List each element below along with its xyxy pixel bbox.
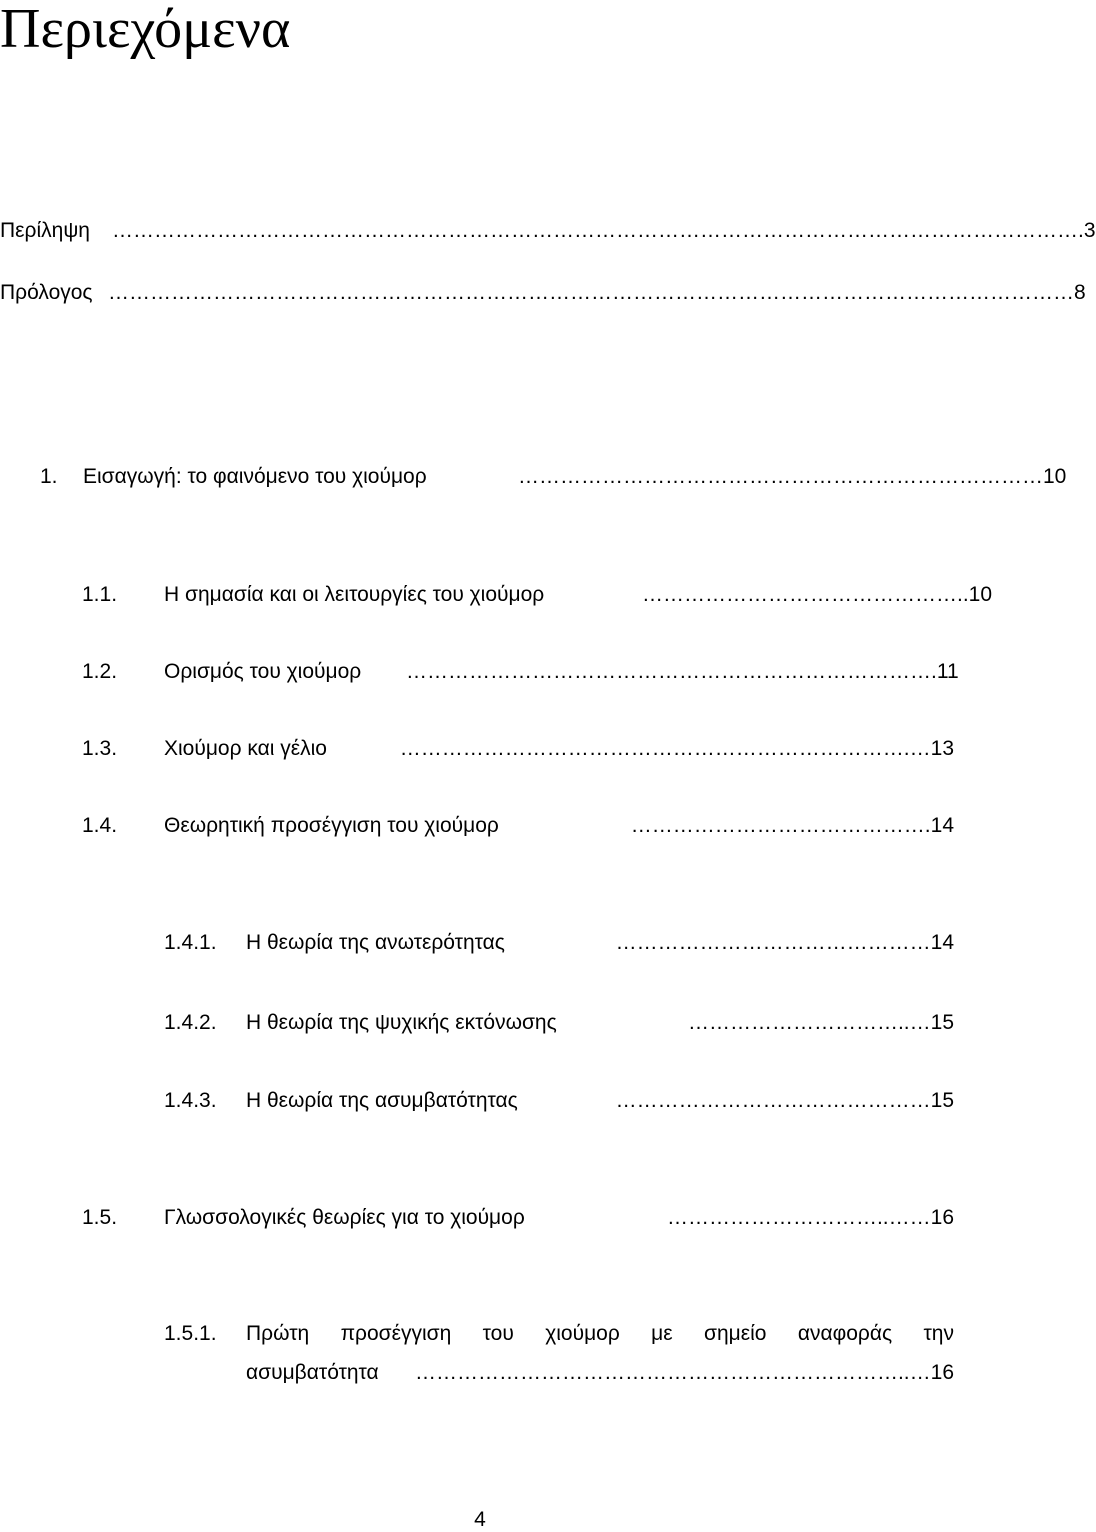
toc-entry-text: Η θεωρία της ασυμβατότητας: [246, 1089, 518, 1112]
toc-entry-text: Πρώτη προσέγγιση του χιούμορ με σημείο αναφοράς την: [246, 1322, 954, 1345]
toc-entry-page: 13: [930, 737, 954, 760]
toc-entry-leader: ………………………………………………………………….11: [406, 660, 959, 683]
toc-entry-number: 1.4.1.: [164, 931, 217, 954]
toc-entry-summary[interactable]: [0, 218, 1096, 244]
toc-entry-text: Πρόλογος: [0, 281, 93, 304]
toc-entry-leader: …………………………………………………………………………………………………………………………8: [108, 281, 1086, 304]
toc-entry-page: 15: [930, 1089, 954, 1112]
toc-entry-number: 1.4.3.: [164, 1089, 217, 1112]
toc-entry-page: 10: [968, 583, 993, 606]
toc-entry-leader: …………………………………………………………………10: [518, 465, 1067, 488]
toc-entry-page: 14: [930, 814, 954, 837]
toc-entry-1-5-1-continued[interactable]: [246, 1360, 954, 1386]
toc-entry-leader: ………………………………………14: [615, 931, 954, 954]
toc-entry-1-5[interactable]: [82, 1205, 954, 1231]
toc-entry-number: 1.1.: [82, 583, 118, 606]
toc-entry-text: ασυμβατότητα: [246, 1361, 379, 1384]
toc-entry-1-3[interactable]: [82, 736, 954, 762]
toc-entry-number: 1.2.: [82, 660, 118, 683]
toc-entry-text: Η σημασία και οι λειτουργίες του χιούμορ: [164, 583, 545, 606]
toc-entry-page: 8: [1074, 281, 1086, 304]
page-title: Περιεχόμενα: [0, 0, 291, 60]
toc-entry-page: 16: [930, 1206, 954, 1229]
toc-entry-1-4-2[interactable]: [164, 1010, 954, 1036]
toc-entry-number: 1.: [40, 465, 58, 488]
toc-entry-number: 1.3.: [82, 737, 118, 760]
toc-entry-leader: ………………………………………………………………………………………………………………………….3: [112, 219, 1096, 242]
toc-entry-number: 1.4.2.: [164, 1011, 217, 1034]
toc-entry-page: 10: [1043, 465, 1067, 488]
toc-entry-page: 16: [930, 1361, 954, 1384]
toc-entry-page: 15: [930, 1011, 954, 1034]
toc-entry-preface[interactable]: [0, 280, 1086, 306]
toc-entry-1-2[interactable]: [82, 659, 959, 685]
toc-entry-1-5-1[interactable]: [164, 1321, 954, 1347]
toc-entry-1-1[interactable]: [82, 582, 993, 608]
toc-entry-1-4-3[interactable]: [164, 1088, 954, 1114]
toc-entry-1-4[interactable]: [82, 813, 954, 839]
toc-entry-text: Περίληψη: [0, 219, 90, 242]
toc-entry-text: Θεωρητική προσέγγιση του χιούμορ: [164, 814, 499, 837]
toc-entry-leader: ………………………………………..10: [642, 583, 993, 606]
toc-entry-text: Χιούμορ και γέλιο: [164, 737, 327, 760]
toc-entry-text: Γλωσσολογικές θεωρίες για το χιούμορ: [164, 1206, 525, 1229]
toc-entry-page: 14: [930, 931, 954, 954]
toc-entry-leader: ……………………………………………………………..…16: [414, 1361, 954, 1384]
toc-entry-page: 3: [1083, 219, 1096, 242]
toc-entry-number: 1.5.1.: [164, 1322, 217, 1345]
toc-entry-leader: …………………………..……16: [666, 1206, 954, 1229]
toc-entry-1-4-1[interactable]: [164, 930, 954, 956]
toc-entry-text: Ορισμός του χιούμορ: [164, 660, 362, 683]
toc-entry-text: Εισαγωγή: το φαινόμενο του χιούμορ: [83, 465, 427, 488]
toc-entry-page: 11: [936, 660, 959, 683]
toc-entry-text: Η θεωρία της ψυχικής εκτόνωσης: [246, 1011, 557, 1034]
toc-entry-number: 1.5.: [82, 1206, 118, 1229]
toc-entry-leader: …………………………..…15: [687, 1011, 954, 1034]
toc-entry-text: Η θεωρία της ανωτερότητας: [246, 931, 505, 954]
toc-entry-leader: ……………………………………………………………….…13: [399, 737, 954, 760]
toc-entry-number: 1.4.: [82, 814, 118, 837]
toc-entry-leader: ………………………………………15: [615, 1089, 954, 1112]
page-number: 4: [474, 1508, 486, 1531]
toc-entry-chapter-1[interactable]: [40, 464, 1067, 490]
toc-entry-leader: …………………………………….14: [630, 814, 954, 837]
